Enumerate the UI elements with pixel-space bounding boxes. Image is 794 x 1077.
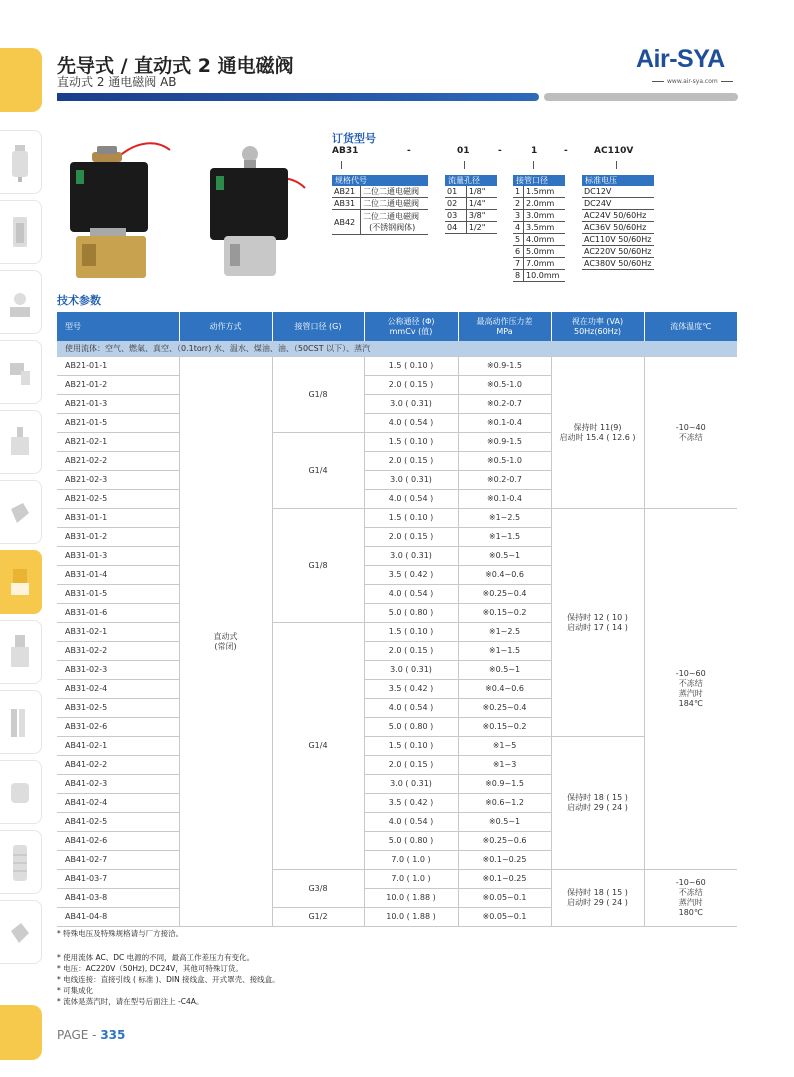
cell-orifice: 4.0 ( 0.54 ): [364, 699, 458, 718]
cell-model: AB31-02-5: [57, 699, 179, 718]
cell-model: AB41-02-1: [57, 737, 179, 756]
action-l2: (常闭): [214, 641, 237, 651]
header-bar-blue: [57, 93, 539, 101]
note: * 特殊电压及特殊规格请与厂方接洽。: [57, 929, 184, 938]
order-orifice-size: 5.0mm: [524, 246, 566, 258]
cell-model: AB31-01-5: [57, 585, 179, 604]
cell-orifice: 7.0 ( 1.0 ): [364, 870, 458, 889]
table-row: [57, 509, 737, 528]
order-orifice-code: 2: [513, 198, 524, 210]
order-port-table: [445, 186, 497, 234]
temp-l1: -10~60: [675, 878, 706, 887]
cell-pressure: ※0.5~1: [458, 547, 551, 566]
frl-icon: [9, 213, 31, 253]
cell-orifice: 2.0 ( 0.15 ): [364, 528, 458, 547]
cell-pressure: ※0.1~0.25: [458, 851, 551, 870]
sidebar-item-cylinder[interactable]: [0, 410, 42, 474]
temp-l1: -10~60: [675, 669, 706, 678]
order-code-dash3: -: [564, 146, 568, 156]
cell-port: G1/4: [272, 623, 364, 870]
pump-icon: [9, 633, 31, 673]
temp-l4: 184℃: [678, 699, 703, 708]
order-code-model: AB31: [332, 146, 359, 156]
cell-pressure: ※0.05~0.1: [458, 889, 551, 908]
cell-orifice: 1.5 ( 0.10 ): [364, 509, 458, 528]
temp-l3: 蒸汽时: [678, 898, 703, 907]
col-temp: 流体温度℃: [644, 312, 737, 341]
power-l1: 保持时 11(9): [573, 422, 622, 432]
order-port-code: 02: [445, 198, 466, 210]
order-code-dash2: -: [498, 146, 502, 156]
sidebar-item-spring[interactable]: [0, 830, 42, 894]
order-heading: 订货型号: [332, 132, 376, 145]
col-power: [551, 312, 644, 341]
page-title: 先导式 / 直动式 2 通电磁阀: [57, 55, 294, 77]
cell-model: AB41-02-2: [57, 756, 179, 775]
cell-pressure: ※0.9-1.5: [458, 357, 551, 376]
order-model-code: AB42: [332, 210, 361, 235]
power-l2: 启动时 29 ( 24 ): [567, 803, 628, 812]
cell-pressure: ※0.5-1.0: [458, 452, 551, 471]
cell-orifice: 2.0 ( 0.15 ): [364, 376, 458, 395]
cylinder-icon: [9, 423, 31, 463]
cell-pressure: ※0.5~1: [458, 661, 551, 680]
order-orifice-size: 1.5mm: [524, 186, 566, 198]
cell-orifice: 3.0 ( 0.31): [364, 661, 458, 680]
cell-orifice: 5.0 ( 0.80 ): [364, 832, 458, 851]
solenoid-icon: [9, 563, 31, 603]
cell-orifice: 2.0 ( 0.15 ): [364, 642, 458, 661]
cell-model: AB21-02-1: [57, 433, 179, 452]
brand-logo: Air-SYA: [636, 45, 725, 73]
order-port-size: 1/2": [466, 222, 497, 234]
table-row: [57, 870, 737, 889]
valve-steel-image: [200, 140, 310, 280]
cell-orifice: 10.0 ( 1.88 ): [364, 889, 458, 908]
cell-orifice: 3.5 ( 0.42 ): [364, 566, 458, 585]
cell-model: AB41-03-7: [57, 870, 179, 889]
actuator-icon: [9, 773, 31, 813]
sidebar-item-frl[interactable]: [0, 200, 42, 264]
fluid-row: 使用流体：空气、燃氣、真空、（0.1torr) 水、温水、煤油、油、（50CST 以下）、蒸汽: [57, 341, 737, 357]
cell-pressure: ※0.9-1.5: [458, 433, 551, 452]
table-row: [57, 357, 737, 376]
cell-power: [551, 737, 644, 870]
valve-icon: [9, 283, 31, 323]
temp-l2: 不冻结: [678, 679, 703, 688]
col-model: 型号: [57, 312, 179, 341]
order-voltage: AC110V 50/60Hz: [582, 234, 654, 246]
order-model-desc2: (不锈钢阀体): [369, 223, 416, 232]
order-orifice-table: [513, 186, 565, 282]
order-model-head: 规格代号: [332, 175, 428, 186]
power-l2: 启动时 15.4 ( 12.6 ): [559, 432, 636, 442]
spring-icon: [9, 843, 31, 883]
cell-orifice: 1.5 ( 0.10 ): [364, 433, 458, 452]
cell-model: AB31-02-1: [57, 623, 179, 642]
cell-pressure: ※0.25~0.4: [458, 585, 551, 604]
cell-model: AB41-03-8: [57, 889, 179, 908]
order-code-port: 01: [457, 146, 470, 156]
cell-pressure: ※0.25~0.6: [458, 832, 551, 851]
cell-orifice: 10.0 ( 1.88 ): [364, 908, 458, 927]
order-voltage: AC36V 50/60Hz: [582, 222, 654, 234]
cell-model: AB21-02-5: [57, 490, 179, 509]
cell-action: [179, 357, 272, 927]
note: * 电压：AC220V（50Hz), DC24V，其他可特殊订货。: [57, 964, 243, 973]
sidebar-item-solenoid-active[interactable]: [0, 550, 42, 614]
page-label: PAGE -: [57, 1028, 101, 1042]
order-orifice-code: 5: [513, 234, 524, 246]
power-l1: 保持时 12 ( 10 ): [567, 612, 628, 622]
cell-pressure: ※0.2-0.7: [458, 471, 551, 490]
col-orifice: [364, 312, 458, 341]
temp-l4: 180℃: [678, 908, 703, 917]
cell-pressure: ※1~1.5: [458, 642, 551, 661]
cell-orifice: 2.0 ( 0.15 ): [364, 452, 458, 471]
cell-pressure: ※0.15~0.2: [458, 718, 551, 737]
cell-pressure: ※0.1-0.4: [458, 490, 551, 509]
cell-pressure: ※0.2-0.7: [458, 395, 551, 414]
sidebar-item-block[interactable]: [0, 480, 42, 544]
cell-pressure: ※1~1.5: [458, 528, 551, 547]
power-l1: 保持时 18 ( 15 ): [567, 793, 628, 802]
cell-temp: [644, 870, 737, 927]
cell-model: AB31-01-4: [57, 566, 179, 585]
note: * 可集成化: [57, 986, 94, 995]
cell-model: AB31-02-4: [57, 680, 179, 699]
sidebar-item-fitting[interactable]: [0, 340, 42, 404]
order-code-dash1: -: [407, 146, 411, 156]
col-pressure-l2: MPa: [496, 326, 513, 336]
page-number: [57, 1028, 125, 1042]
order-orifice-head: 接管口径: [513, 175, 565, 186]
order-voltage-head: 标准电压: [582, 175, 654, 186]
order-code-orifice: 1: [531, 146, 538, 156]
col-orifice-l1: 公称通径 (Φ): [387, 316, 435, 326]
cell-orifice: 7.0 ( 1.0 ): [364, 851, 458, 870]
table-row: [57, 737, 737, 756]
cell-model: AB21-01-2: [57, 376, 179, 395]
cell-model: AB31-01-6: [57, 604, 179, 623]
cell-pressure: ※1~2.5: [458, 623, 551, 642]
cell-model: AB21-01-3: [57, 395, 179, 414]
cell-model: AB41-02-7: [57, 851, 179, 870]
order-voltage: AC380V 50/60Hz: [582, 258, 654, 270]
cell-pressure: ※1~2.5: [458, 509, 551, 528]
col-port: 接管口径 (G): [272, 312, 364, 341]
cell-pressure: ※0.4~0.6: [458, 680, 551, 699]
order-orifice-code: 8: [513, 270, 524, 282]
cell-orifice: 3.5 ( 0.42 ): [364, 794, 458, 813]
cell-orifice: 4.0 ( 0.54 ): [364, 490, 458, 509]
cell-orifice: 3.0 ( 0.31): [364, 471, 458, 490]
order-tick: [341, 161, 342, 169]
cell-pressure: ※0.1-0.4: [458, 414, 551, 433]
cell-model: AB41-02-3: [57, 775, 179, 794]
order-orifice-size: 2.0mm: [524, 198, 566, 210]
cell-pressure: ※0.25~0.4: [458, 699, 551, 718]
order-orifice-code: 6: [513, 246, 524, 258]
valve-brass-image: [62, 140, 172, 280]
order-voltage: DC12V: [582, 186, 654, 198]
cell-pressure: ※0.4~0.6: [458, 566, 551, 585]
sidebar-item-pump[interactable]: [0, 620, 42, 684]
order-orifice-size: 3.0mm: [524, 210, 566, 222]
page-value: 335: [100, 1028, 126, 1042]
sidebar-item-filter[interactable]: [0, 130, 42, 194]
cell-power: [551, 357, 644, 509]
cell-temp: [644, 357, 737, 509]
cell-model: AB31-02-6: [57, 718, 179, 737]
order-voltage-table: [582, 186, 654, 270]
order-orifice-size: 3.5mm: [524, 222, 566, 234]
order-tick: [533, 161, 534, 169]
cell-pressure: ※0.5~1: [458, 813, 551, 832]
order-orifice-size: 7.0mm: [524, 258, 566, 270]
order-port-size: 1/8": [466, 186, 497, 198]
order-orifice-code: 1: [513, 186, 524, 198]
cell-pressure: ※0.15~0.2: [458, 604, 551, 623]
cell-model: AB21-02-2: [57, 452, 179, 471]
order-port-size: 1/4": [466, 198, 497, 210]
cell-model: AB41-02-6: [57, 832, 179, 851]
cell-orifice: 1.5 ( 0.10 ): [364, 623, 458, 642]
action-l1: 直动式: [213, 631, 238, 641]
cell-model: AB31-01-3: [57, 547, 179, 566]
order-model-desc: 二位二通电磁阀: [361, 186, 428, 198]
order-voltage: DC24V: [582, 198, 654, 210]
cell-orifice: 3.0 ( 0.31): [364, 547, 458, 566]
cell-orifice: 2.0 ( 0.15 ): [364, 756, 458, 775]
cell-temp: [644, 509, 737, 870]
cell-orifice: 3.0 ( 0.31): [364, 395, 458, 414]
cell-model: AB21-02-3: [57, 471, 179, 490]
gripper-icon: [9, 913, 31, 953]
cell-orifice: 4.0 ( 0.54 ): [364, 813, 458, 832]
temp-l2: 不冻结: [678, 888, 703, 897]
cell-port: G3/8: [272, 870, 364, 908]
temp-l2: 不冻结: [678, 432, 703, 442]
cell-model: AB31-01-1: [57, 509, 179, 528]
order-port-code: 03: [445, 210, 466, 222]
order-port-code: 01: [445, 186, 466, 198]
cell-orifice: 3.0 ( 0.31): [364, 775, 458, 794]
cell-model: AB21-01-5: [57, 414, 179, 433]
cell-orifice: 4.0 ( 0.54 ): [364, 585, 458, 604]
cell-orifice: 1.5 ( 0.10 ): [364, 737, 458, 756]
power-l2: 启动时 17 ( 14 ): [567, 622, 628, 632]
cell-model: AB41-04-8: [57, 908, 179, 927]
col-pressure-l1: 最高动作压力差: [476, 316, 533, 326]
order-model-desc: 二位二通电磁阀: [363, 212, 420, 221]
sidebar-tab-bottom: [0, 1005, 42, 1060]
note: * 电线连接：直接引线 ( 标准 )、DIN 接线盒、开式罩壳、接线盒。: [57, 975, 280, 984]
cell-model: AB31-02-2: [57, 642, 179, 661]
power-l2: 启动时 29 ( 24 ): [567, 898, 628, 907]
order-orifice-code: 3: [513, 210, 524, 222]
temp-l1: -10~40: [675, 422, 706, 432]
col-power-l1: 视在功率 (VA): [571, 316, 624, 326]
cell-orifice: 5.0 ( 0.80 ): [364, 604, 458, 623]
cell-model: AB41-02-4: [57, 794, 179, 813]
cell-pressure: ※1~3: [458, 756, 551, 775]
cell-port: G1/8: [272, 357, 364, 433]
cell-pressure: ※0.05~0.1: [458, 908, 551, 927]
order-tick: [464, 161, 465, 169]
cell-orifice: 3.5 ( 0.42 ): [364, 680, 458, 699]
sidebar-item-actuator[interactable]: [0, 760, 42, 824]
cell-orifice: 4.0 ( 0.54 ): [364, 414, 458, 433]
cell-model: AB41-02-5: [57, 813, 179, 832]
col-power-l2: 50Hz(60Hz): [573, 326, 622, 336]
sidebar-tab-top: [0, 48, 42, 112]
header-bar-gray: [544, 93, 738, 101]
specs-heading: 技术参数: [57, 294, 101, 307]
order-model-desc: 二位二通电磁阀: [361, 198, 428, 210]
cell-port: G1/4: [272, 433, 364, 509]
cell-pressure: ※0.5-1.0: [458, 376, 551, 395]
order-tick: [616, 161, 617, 169]
fitting-icon: [9, 353, 31, 393]
cell-pressure: ※0.6~1.2: [458, 794, 551, 813]
brand-url: www.air-sya.com: [652, 78, 733, 85]
col-orifice-l2: mmCv (值): [389, 326, 433, 336]
order-orifice-code: 7: [513, 258, 524, 270]
sidebar-item-valve[interactable]: [0, 270, 42, 334]
cell-pressure: ※0.9~1.5: [458, 775, 551, 794]
sidebar-item-gripper[interactable]: [0, 900, 42, 964]
power-l1: 保持时 18 ( 15 ): [567, 888, 628, 897]
specs-table: [57, 312, 737, 927]
temp-l3: 蒸汽时: [678, 689, 703, 698]
order-port-code: 04: [445, 222, 466, 234]
order-orifice-size: 10.0mm: [524, 270, 566, 282]
cell-orifice: 5.0 ( 0.80 ): [364, 718, 458, 737]
order-port-head: 流量孔径: [445, 175, 497, 186]
order-orifice-code: 4: [513, 222, 524, 234]
block-icon: [9, 493, 31, 533]
order-model-code: AB21: [332, 186, 361, 198]
col-action: 动作方式: [179, 312, 272, 341]
filter-icon: [9, 143, 31, 183]
order-orifice-size: 4.0mm: [524, 234, 566, 246]
order-model-table: [332, 186, 428, 235]
cell-orifice: 1.5 ( 0.10 ): [364, 357, 458, 376]
cell-model: AB21-01-1: [57, 357, 179, 376]
cell-power: [551, 870, 644, 927]
col-pressure: [458, 312, 551, 341]
order-model-code: AB31: [332, 198, 361, 210]
page-subtitle: 直动式 2 通电磁阀 AB: [57, 75, 177, 89]
cell-model: AB31-01-2: [57, 528, 179, 547]
note: * 流体是蒸汽时，请在型号后面注上 -C4A。: [57, 997, 204, 1006]
order-port-size: 3/8": [466, 210, 497, 222]
cell-power: [551, 509, 644, 737]
cell-pressure: ※0.1~0.25: [458, 870, 551, 889]
note: * 使用流体 AC、DC 电源的不同，最高工作差压力有变化。: [57, 953, 255, 962]
order-voltage: AC220V 50/60Hz: [582, 246, 654, 258]
cell-model: AB31-02-3: [57, 661, 179, 680]
manifold-icon: [9, 703, 31, 743]
cell-port: G1/8: [272, 509, 364, 623]
cell-pressure: ※1~5: [458, 737, 551, 756]
sidebar-item-manifold[interactable]: [0, 690, 42, 754]
order-code-voltage: AC110V: [594, 146, 634, 156]
cell-port: G1/2: [272, 908, 364, 927]
order-voltage: AC24V 50/60Hz: [582, 210, 654, 222]
